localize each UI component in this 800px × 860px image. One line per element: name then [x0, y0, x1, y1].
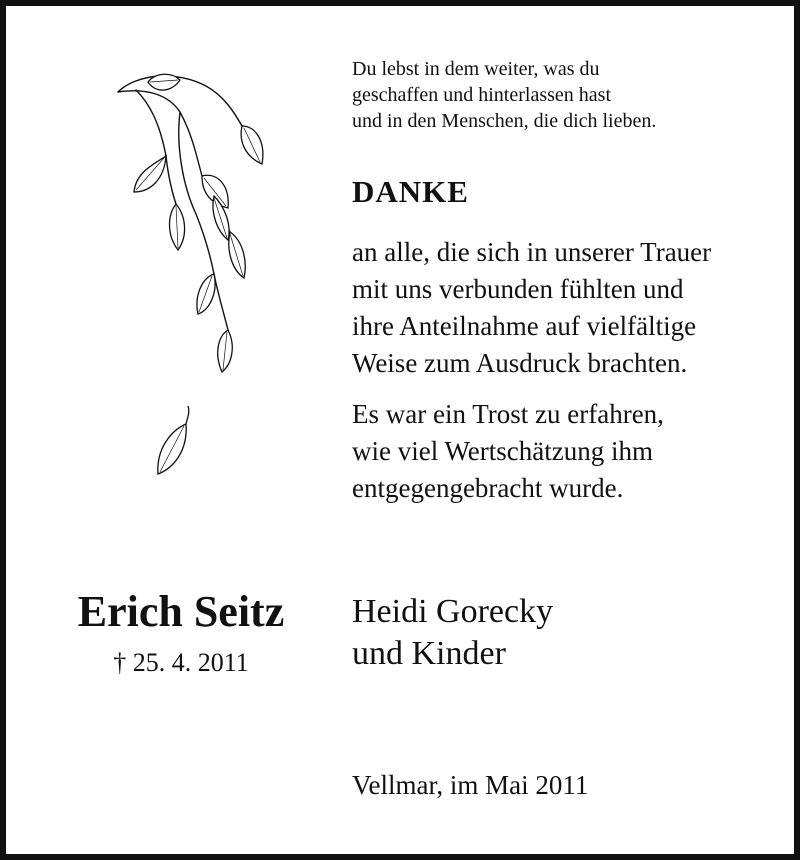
family-line: und Kinder: [352, 635, 506, 672]
thanks-paragraph: [352, 234, 782, 382]
heading: DANKE: [352, 174, 469, 209]
verse-line: und in den Menschen, die dich lieben.: [352, 110, 657, 132]
deceased-name: Erich Seitz: [77, 587, 285, 636]
paragraph-line: ihre Anteilnahme auf vielfältige: [352, 311, 697, 341]
paragraph-line: entgegengebracht wurde.: [352, 473, 624, 503]
paragraph-line: an alle, die sich in unserer Trauer: [352, 237, 712, 267]
family-line: Heidi Gorecky: [352, 593, 554, 630]
family-signature: [352, 591, 553, 675]
paragraph-line: wie viel Wertschätzung ihm: [352, 436, 653, 466]
verse-line: Du lebst in dem weiter, was du: [352, 58, 600, 80]
paragraph-line: Es war ein Trost zu erfahren,: [352, 399, 664, 429]
place-date: Vellmar, im Mai 2011: [352, 770, 589, 800]
deceased-date: † 25. 4. 2011: [113, 648, 249, 677]
verse-line: geschaffen und hinterlassen hast: [352, 84, 611, 106]
paragraph-line: Weise zum Ausdruck brachten.: [352, 348, 688, 378]
verse: [352, 56, 772, 134]
birch-branch-icon: [106, 64, 276, 504]
comfort-paragraph: [352, 396, 782, 507]
paragraph-line: mit uns verbunden fühlten und: [352, 274, 684, 304]
